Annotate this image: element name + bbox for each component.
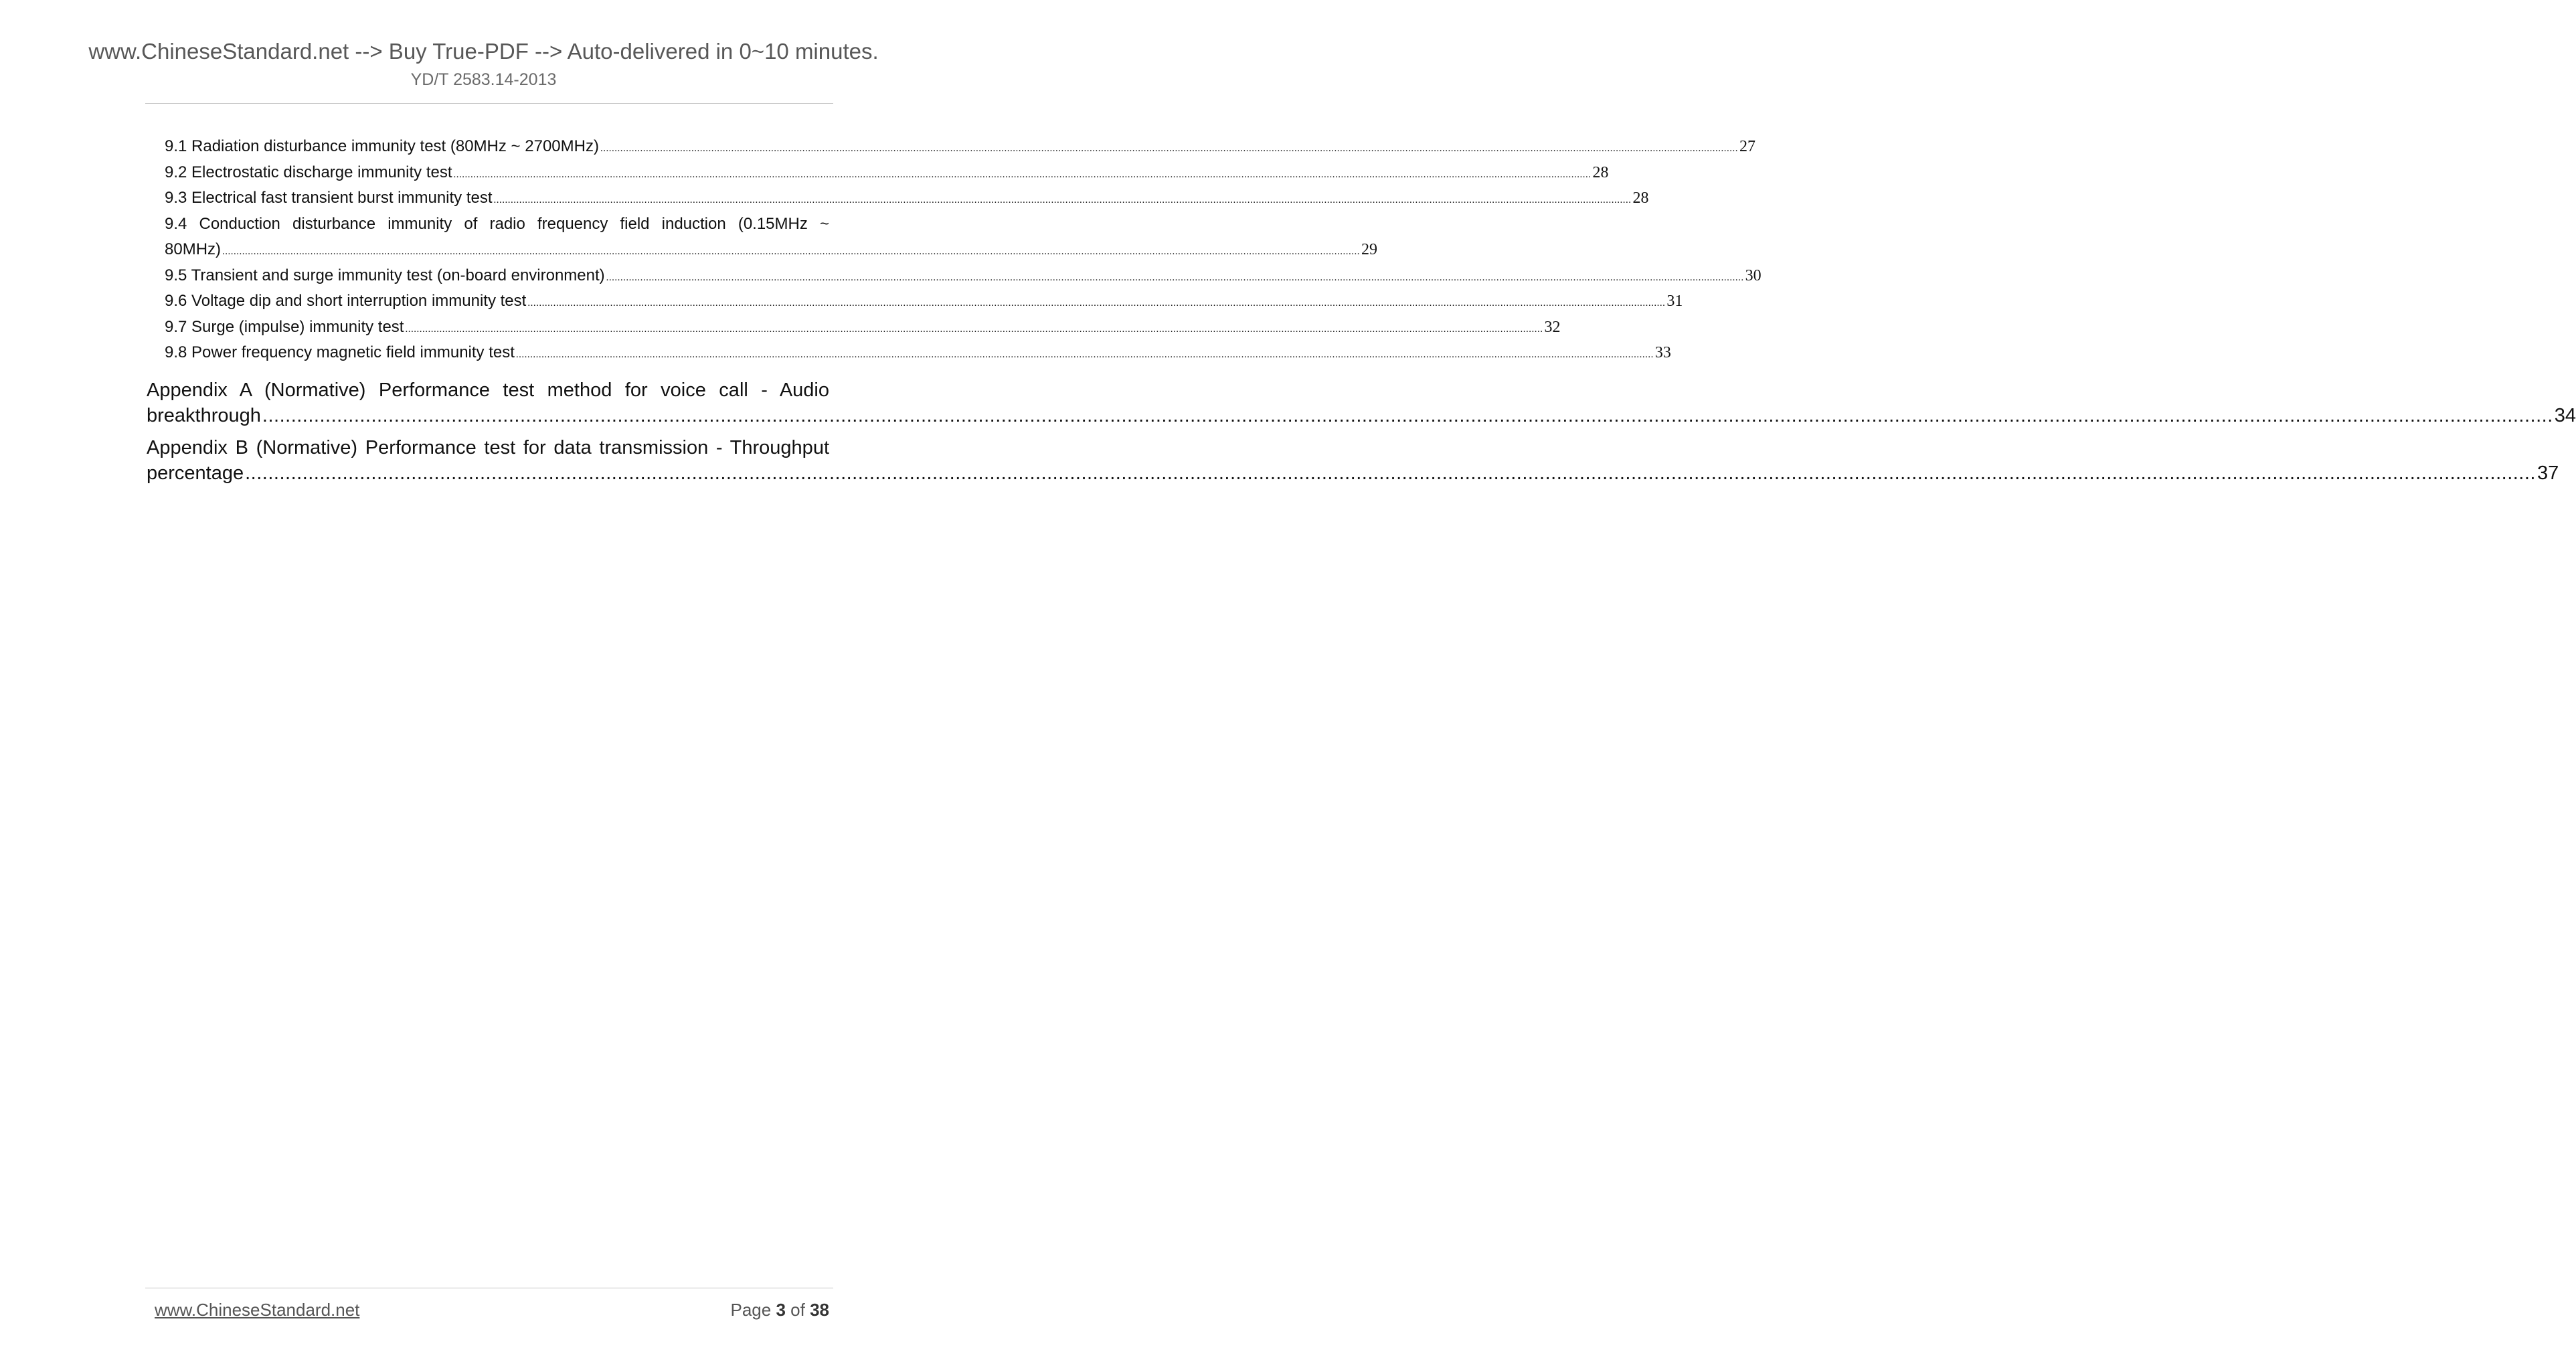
toc-leader-dots: ................................................................................................................................................................................................................................................................................................................................................................................................................	[453, 169, 1592, 180]
toc-appendix-title-line1: Appendix B (Normative) Performance test for data transmission - Throughput	[147, 436, 829, 458]
toc-appendix-page: 34	[2554, 404, 2576, 426]
toc-entry-title: 9.7 Surge (impulse) immunity test	[165, 317, 404, 336]
toc-entry-9-3[interactable]	[147, 185, 1649, 211]
of-word: of	[790, 1300, 805, 1320]
toc-leader-dots: ................................................................................................................................................................................................................................................................................................................................................................................................................	[515, 349, 1654, 360]
header-site-banner: www.ChineseStandard.net --> Buy True-PDF --> Auto-delivered in 0~10 minutes.	[88, 39, 879, 64]
toc-appendix-title-line2: percentage	[147, 462, 244, 484]
toc-entry-page: 29	[1361, 241, 1378, 258]
toc-entry-title: 9.2 Electrostatic discharge immunity test	[165, 163, 452, 181]
toc-entry-9-6[interactable]	[147, 288, 1683, 315]
toc-entry-9-2[interactable]	[147, 160, 1609, 186]
toc-appendix-a[interactable]	[147, 377, 2576, 428]
toc-appendix-page: 37	[2537, 462, 2559, 484]
toc-entry-9-7[interactable]	[147, 315, 1561, 341]
toc-entry-page: 33	[1654, 344, 1671, 361]
toc-entry-title: 9.8 Power frequency magnetic field immunity test	[165, 343, 515, 361]
page-word: Page	[730, 1300, 772, 1320]
toc-entry-title-line1: 9.4 Conduction disturbance immunity of radio frequency field induction (0.15MHz ~	[165, 214, 829, 233]
toc-leader-dots: ................................................................................................................................................................................................................................................................................................................................................................................................................	[600, 143, 1738, 154]
total-pages: 38	[810, 1300, 829, 1320]
page-indicator	[730, 1300, 829, 1320]
toc-entry-title: 9.6 Voltage dip and short interruption immunity test	[165, 292, 527, 310]
toc-entry-title: 9.1 Radiation disturbance immunity test (80MHz ~ 2700MHz)	[165, 137, 599, 155]
toc-entry-page: 28	[1592, 163, 1609, 181]
toc-entry-title: 9.3 Electrical fast transient burst immunity test	[165, 189, 493, 207]
toc-entry-page: 31	[1666, 292, 1683, 310]
toc-entry-page: 30	[1745, 266, 1762, 284]
toc-leader-dots: ................................................................................................................................................................................................................................................................................................................................................................................................................	[222, 246, 1361, 257]
header-divider	[145, 103, 833, 104]
current-page-number: 3	[776, 1300, 786, 1320]
toc-leader-dots: ................................................................................................................................................................................................................................................................................................................................................................................................................	[493, 195, 1632, 205]
toc-appendix-title-line2: breakthrough	[147, 404, 261, 426]
toc-entry-9-8[interactable]	[147, 340, 1671, 366]
toc-entry-title: 9.5 Transient and surge immunity test (on-board environment)	[165, 266, 605, 284]
toc-leader-dots: ................................................................................................................................................................................................................................................................................................................................................................................................................	[527, 298, 1666, 309]
toc-entry-page: 27	[1739, 138, 1755, 155]
toc-entry-9-1[interactable]	[147, 134, 1755, 160]
standard-code: YD/T 2583.14-2013	[410, 70, 557, 89]
table-of-contents	[147, 134, 2576, 486]
toc-entry-page: 32	[1544, 318, 1561, 336]
toc-appendix-title-line1: Appendix A (Normative) Performance test method for voice call - Audio	[147, 379, 829, 401]
toc-entry-9-5[interactable]	[147, 263, 1762, 289]
toc-leader-dots: ................................................................................................................................................................................................................................................................................................................................................................................................................	[262, 404, 2553, 426]
toc-appendix-b[interactable]	[147, 435, 2559, 486]
footer-site-link[interactable]: www.ChineseStandard.net	[155, 1300, 360, 1320]
toc-entry-title-line2: 80MHz)	[165, 240, 222, 258]
toc-leader-dots: ................................................................................................................................................................................................................................................................................................................................................................................................................	[606, 272, 1744, 283]
toc-leader-dots: ................................................................................................................................................................................................................................................................................................................................................................................................................	[245, 462, 2536, 484]
toc-entry-9-4[interactable]	[147, 211, 1378, 263]
toc-leader-dots: ................................................................................................................................................................................................................................................................................................................................................................................................................	[405, 323, 1543, 335]
toc-entry-page: 28	[1632, 189, 1649, 207]
